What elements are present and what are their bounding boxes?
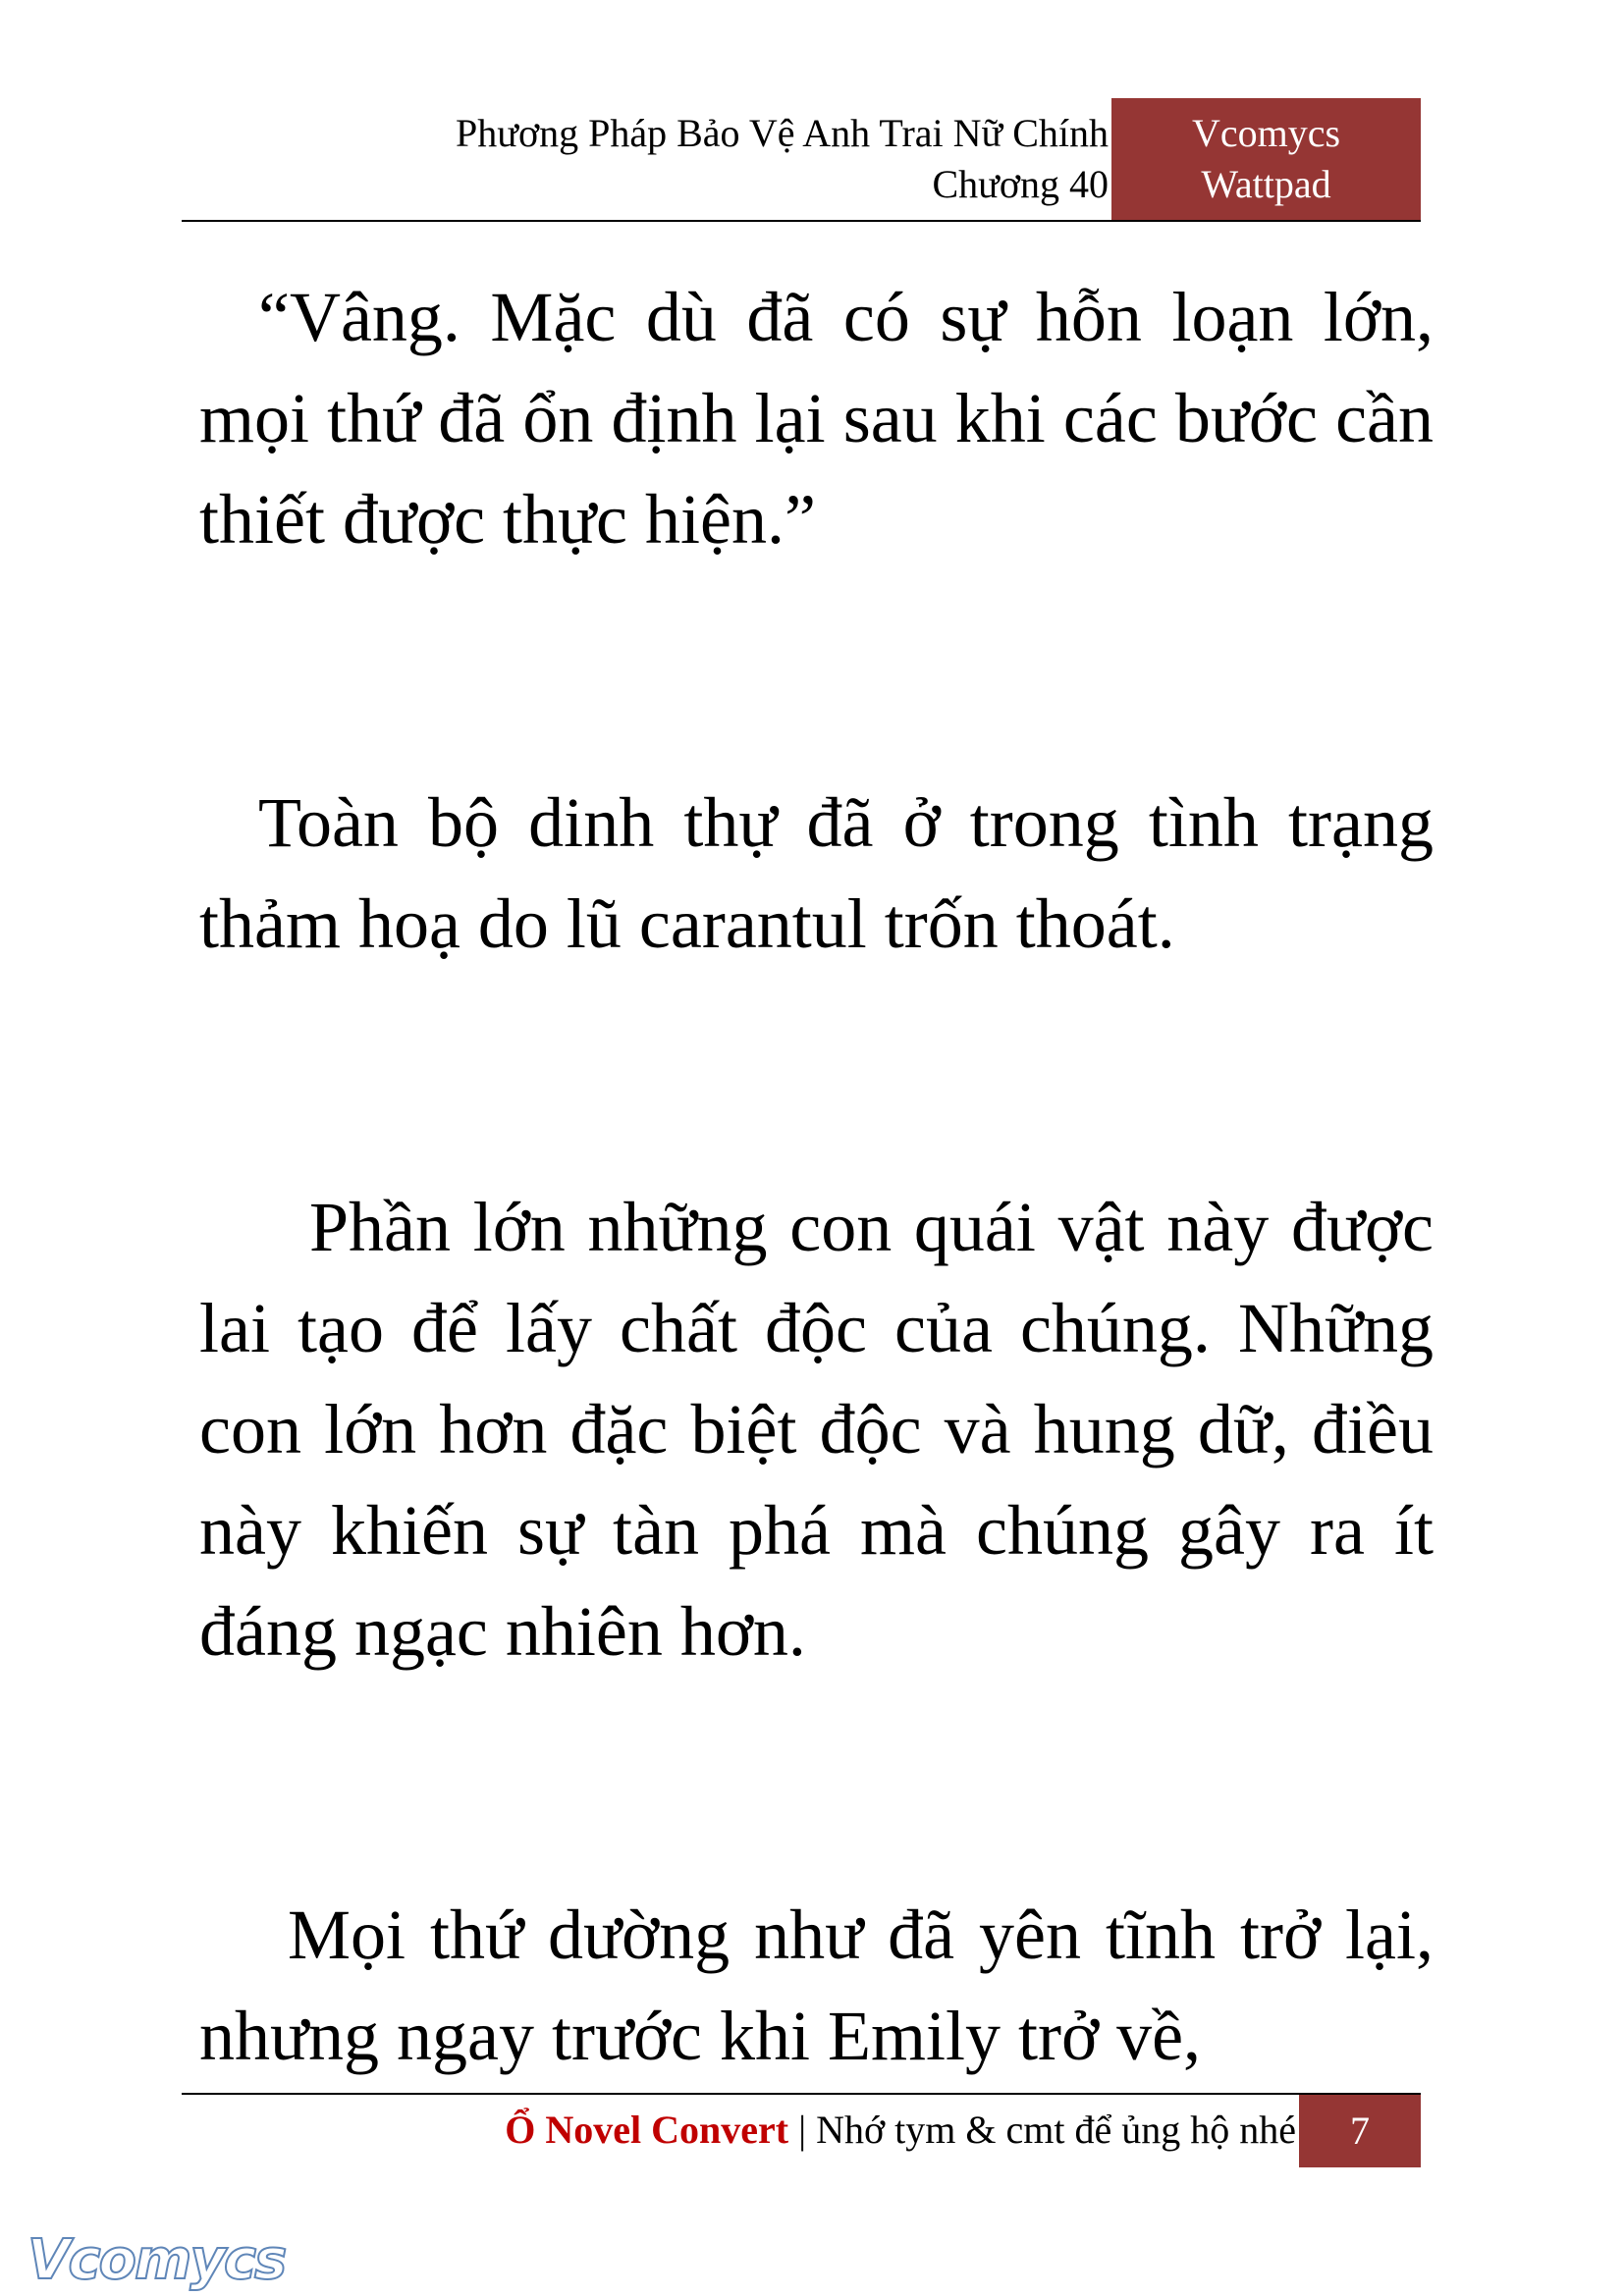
footer-brand: Ổ Novel Convert bbox=[505, 2108, 789, 2152]
paragraph-2: Toàn bộ dinh thự đã ở trong tình trạng thảm hoạ do lũ carantul trốn thoát. bbox=[199, 783, 1434, 963]
chapter-label: Chương 40 bbox=[932, 162, 1109, 206]
vcomycs-watermark-logo: Vcomycs bbox=[27, 2228, 286, 2292]
page-number: 7 bbox=[1299, 2095, 1421, 2167]
paragraph-3: Phần lớn những con quái vật này được lai tạo để lấy chất độc của chúng. Những con lớn hơn đặc biệt độc và hung dữ, điều này khiến sự tàn phá mà chúng gây ra ít đáng ngạc nhiên hơn. bbox=[199, 1188, 1434, 1671]
page-header bbox=[182, 98, 1421, 222]
footer-note: Nhớ tym & cmt để ủng hộ nhé bbox=[816, 2108, 1296, 2152]
badge-vcomycs: Vcomycs bbox=[1191, 111, 1341, 155]
page-content bbox=[199, 267, 1434, 2087]
paragraph-1: “Vâng. Mặc dù đã có sự hỗn loạn lớn, mọi thứ đã ổn định lại sau khi các bước cần thiết được thực hiện.” bbox=[199, 278, 1434, 559]
page-footer bbox=[182, 2093, 1421, 2167]
badge-wattpad: Wattpad bbox=[1201, 162, 1331, 206]
book-title: Phương Pháp Bảo Vệ Anh Trai Nữ Chính bbox=[456, 111, 1109, 155]
paragraph-4: Mọi thứ dường như đã yên tĩnh trở lại, nhưng ngay trước khi Emily trở về, bbox=[199, 1896, 1434, 2075]
footer-separator: | bbox=[788, 2108, 817, 2152]
header-badge bbox=[1111, 98, 1421, 220]
footer-text bbox=[505, 2105, 1296, 2156]
header-title-block bbox=[456, 108, 1109, 210]
